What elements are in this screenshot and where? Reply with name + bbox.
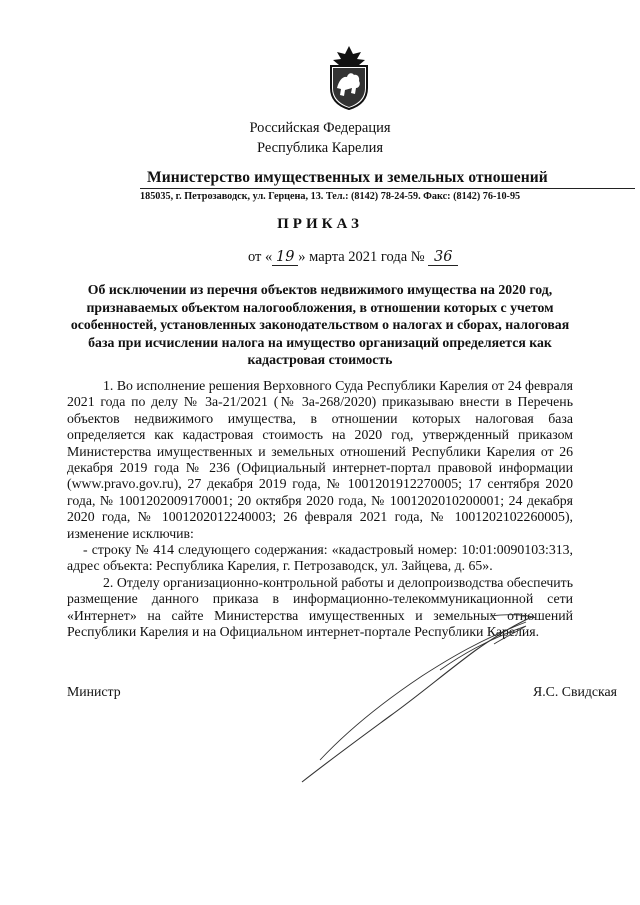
order-number: 36 [428, 249, 458, 266]
paragraph-1-item: - строку № 414 следующего содержания: «кадастровый номер: 10:01:0090103:313, адрес объекта: Республика Карелия, г. Петрозаводск, ул. Зайцева, д. 65». [67, 542, 573, 574]
republic-name: Республика Карелия [256, 140, 384, 156]
ministry-name: Министерство имущественных и земельных отношений [147, 169, 548, 186]
signatory-role: Министр [67, 684, 121, 699]
order-subject: Об исключении из перечня объектов недвижимого имущества на 2020 год, признаваемых объектом налогообложения, в отношении которых с учетом особенностей, установленных законодательством о налогах и сборах, налоговая база при исчислении налога на имущество организаций определяется как кадастровая стоимость [70, 282, 570, 367]
paragraph-1: 1. Во исполнение решения Верховного Суда Республики Карелия от 24 февраля 2021 года по делу № 3а-21/2021 (№ 3а-268/2020) приказываю внести в Перечень объектов недвижимого имущества, в отношении которых налоговая база определяется как кадастровая стоимость на 2020 год, утвержденный приказом Министерства имущественных и земельных отношений Республики Карелия от 26 декабря 2019 года № 236 (Официальный интернет-портал правовой информации (www.pravo.gov.ru), 27 декабря 2019 года, № 1001201912270005; 17 сентября 2020 года, № 1001202009170001; 20 октября 2020 года, № 1001202010200001; 24 декабря 2020 года, № 1001202012240003; 26 февраля 2021 года, № 1001202102260005), изменение исключив: [67, 378, 573, 541]
ministry-address: 185035, г. Петрозаводск, ул. Герцена, 13. Тел.: (8142) 78-24-59. Факс: (8142) 76-10-95 [140, 191, 521, 202]
order-body [67, 378, 573, 641]
date-middle: » марта 2021 года № [298, 249, 425, 265]
order-day: 19 [272, 249, 298, 266]
signatory-name: Я.С. Свидская [533, 684, 617, 699]
coat-of-arms-karelia-icon [323, 44, 375, 110]
order-title: ПРИКАЗ [277, 216, 363, 232]
country-name: Российская Федерация [249, 120, 391, 136]
order-date-line [248, 249, 458, 266]
header-divider [140, 188, 635, 189]
date-prefix: от « [248, 249, 273, 265]
paragraph-2: 2. Отделу организационно-контрольной работы и делопроизводства обеспечить размещение данного приказа в информационно-телекоммуникационной сети «Интернет» на сайте Министерства имущественных и земельных отношений Республики Карелия и на Официальном интернет-портале Республики Карелия. [67, 574, 573, 640]
handwritten-signature [290, 610, 540, 790]
